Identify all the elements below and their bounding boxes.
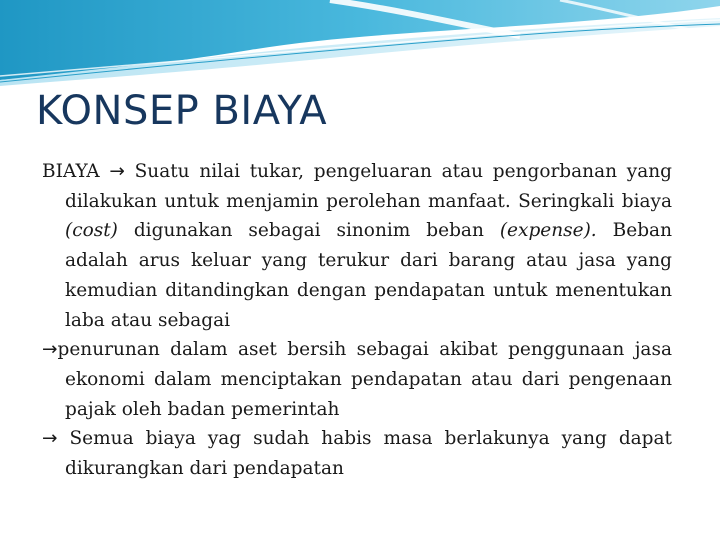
italic-term: (expense). xyxy=(499,220,597,242)
arrow-right-icon: → xyxy=(42,428,58,450)
body-text xyxy=(42,157,672,484)
body-paragraph xyxy=(42,335,672,424)
slide-title: KONSEP BIAYA xyxy=(36,88,328,134)
header-wave-decoration xyxy=(0,0,720,90)
term-label: BIAYA xyxy=(42,161,110,182)
paragraph-text: penurunan dalam aset bersih sebagai akibat penggunaan jasa ekonomi dalam menciptakan pendapatan atau dari pengenaan pajak oleh badan pemerintah xyxy=(57,339,672,420)
paragraph-text: Beban adalah arus keluar yang terukur dari barang atau jasa yang kemudian ditandingkan dengan pendapatan untuk menentukan laba atau sebagai xyxy=(65,220,672,331)
paragraph-text: Suatu nilai tukar, pengeluaran atau pengorbanan yang dilakukan untuk menjamin perolehan manfaat. Seringkali biaya xyxy=(65,161,672,212)
paragraph-text: digunakan sebagai sinonim beban xyxy=(117,220,500,242)
body-paragraph xyxy=(42,424,672,483)
paragraph-text: Semua biaya yag sudah habis masa berlakunya yang dapat dikurangkan dari pendapatan xyxy=(57,428,672,480)
body-paragraph xyxy=(42,157,672,335)
arrow-right-icon: → xyxy=(109,161,125,182)
italic-term: (cost) xyxy=(65,220,118,242)
arrow-right-icon: → xyxy=(42,339,58,361)
